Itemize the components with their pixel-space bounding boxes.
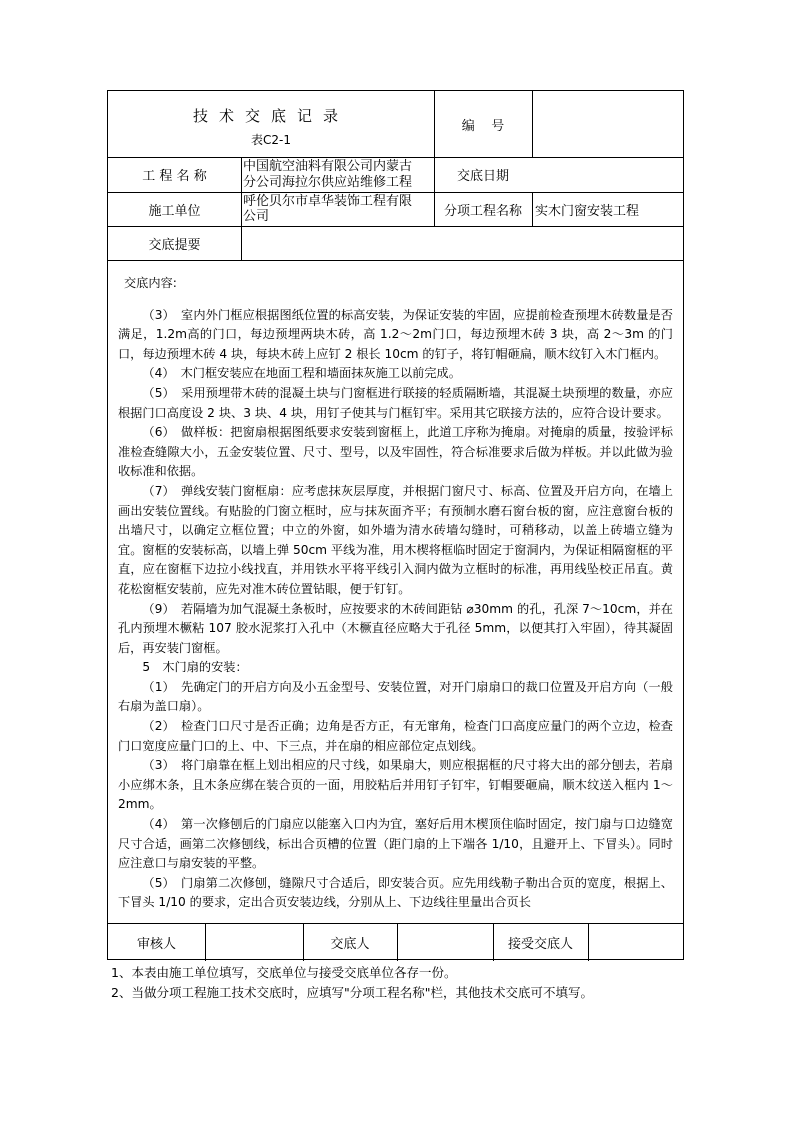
contractor-line: 公司 (243, 209, 270, 224)
form-title: 技术交底记录 (192, 107, 349, 125)
discloser-label: 交底人 (330, 936, 370, 952)
content-paragraph: （4） 第一次修刨后的门扇应以能塞入口内为宜，塞好后用木楔顶住临时固定，按门扇与口边缝宽尺寸合适，画第二次修刨线，标出合页槽的位置（距门扇的上下端各 1/10，且避开上、下冒头）。同时应注意口与扇安装的平整。 (118, 817, 673, 871)
disclosure-date-field[interactable] (532, 157, 683, 192)
project-name-line: 分公司海拉尔供应站维修工程 (243, 174, 413, 190)
content-paragraph: （7） 弹线安装门窗框扇：应考虑抹灰层厚度，并根据门窗尺寸、标高、位置及开启方向，在墙上画出安装位置线。有贴脸的门窗立框时，应与抹灰面齐平；有预制水磨石窗台板的窗，应注意窗台板的出墙尺寸，以确定立框位置；中立的外窗，如外墙为清水砖墙勾缝时，可稍移动，以盖上砖墙立缝为宜。窗框的安装标高，以墙上弹 50cm 平线为准，用木楔将框临时固定于窗洞内，为保证相隔窗框的平直，应在窗框下边拉小线找直，并用铁水平将平线引入洞内做为立框时的标准，再用线坠校正吊直。黄花松窗框安装前，应先对准木砖位置钻眼，便于钉钉。 (118, 483, 673, 596)
content-paragraph: （5） 门扇第二次修刨，缝隙尺寸合适后，即安装合页。应先用线勒子勒出合页的宽度，根据上、下冒头 1/10 的要求，定出合页安装边线，分别从上、下边线往里量出合页长 (118, 875, 673, 910)
content-paragraph: （3） 将门扇靠在框上划出相应的尺寸线，如果扇大，则应根据框的尺寸将大出的部分刨去，若扇小应绑木条，且木条应绑在装合页的一面，用胶粘后并用钉子钉牢，钉帽要砸扁，顺木纹送入框内 1～2mm。 (118, 758, 673, 812)
reviewer-field[interactable] (205, 923, 303, 961)
number-label: 编 号 (461, 118, 505, 134)
content-paragraph: （4） 木门框安装应在地面工程和墙面抹灰施工以前完成。 (142, 366, 461, 381)
summary-label: 交底提要 (148, 237, 201, 253)
number-field[interactable] (532, 91, 683, 157)
summary-field[interactable] (241, 226, 683, 260)
project-name-line: 中国航空油料有限公司内蒙古 (243, 159, 413, 174)
receiver-label: 接受交底人 (507, 936, 573, 952)
subproject-value[interactable]: 实木门窗安装工程 (535, 203, 640, 219)
subproject-label: 分项工程名称 (443, 203, 522, 219)
content-paragraph: （2） 检查门口尺寸是否正确；边角是否方正，有无窜角，检查门口高度应量门的两个立边，检查门口宽度应量门口的上、中、下三点，并在扇的相应部位定点划线。 (118, 719, 673, 753)
receiver-field[interactable] (588, 923, 683, 961)
content-paragraph: （5） 采用预埋带木砖的混凝土块与门窗框进行联接的轻质隔断墙，其混凝土块预埋的数量，亦应根据门口高度设 2 块、3 块、4 块，用钉子使其与门框钉牢。采用其它联接方法的，应符合设计要求。 (118, 385, 673, 420)
note-item: 2、当做分项工程施工技术交底时，应填写"分项工程名称"栏，其他技术交底可不填写。 (111, 985, 593, 1000)
content-paragraph: 5 木门扇的安装： (142, 660, 248, 675)
content-paragraph: （3） 室内外门框应根据图纸位置的标高安装，为保证安装的牢固，应提前检查预埋木砖数量是否满足，1.2m高的门口，每边预埋两块木砖，高 1.2～2m门口，每边预埋木砖 3 块，高 2～3m 的门口，每边预埋木砖 4 块，每块木砖上应钉 2 根长 10cm 的钉子，将钉帽砸扁，顺木纹钉入木门框内。 (118, 307, 673, 361)
form-number: 表C2-1 (251, 133, 291, 147)
note-item: 1、本表由施工单位填写，交底单位与接受交底单位各存一份。 (111, 965, 457, 980)
project-name-label: 工 程 名 称 (142, 169, 207, 184)
content-paragraph: （9） 若隔墙为加气混凝土条板时，应按要求的木砖间距钻 ⌀30mm 的孔，孔深 7～10cm，并在孔内预埋木橛粘 107 胶水泥浆打入孔中（木橛直径应略大于孔径 5mm，以便其打入牢固），待其凝固后，再安装门窗框。 (118, 601, 673, 655)
content-paragraph: （1） 先确定门的开启方向及小五金型号、安装位置，对开门扇扇口的裁口位置及开启方向（一般右扇为盖口扇）。 (118, 679, 673, 714)
contractor-label: 施工单位 (148, 203, 201, 219)
discloser-field[interactable] (397, 923, 493, 961)
row-divider (108, 260, 683, 261)
content-label: 交底内容: (124, 276, 177, 290)
contractor-value[interactable] (241, 192, 436, 226)
disclosure-content (118, 274, 673, 913)
contractor-line: 呼伦贝尔市卓华装饰工程有限 (243, 193, 413, 209)
content-paragraph: （6） 做样板：把窗扇根据图纸要求安装到窗框上，此道工序称为掩扇。对掩扇的质量，按验评标准检查缝隙大小，五金安装位置、尺寸、型号，以及牢固性，符合标准要求后做为样板。并以此做为验收标准和依据。 (118, 425, 673, 479)
project-name-value[interactable] (241, 157, 436, 192)
technical-disclosure-form (107, 90, 684, 960)
disclosure-date-label: 交底日期 (456, 169, 509, 184)
form-notes (111, 963, 593, 1003)
reviewer-label: 审核人 (136, 936, 176, 952)
